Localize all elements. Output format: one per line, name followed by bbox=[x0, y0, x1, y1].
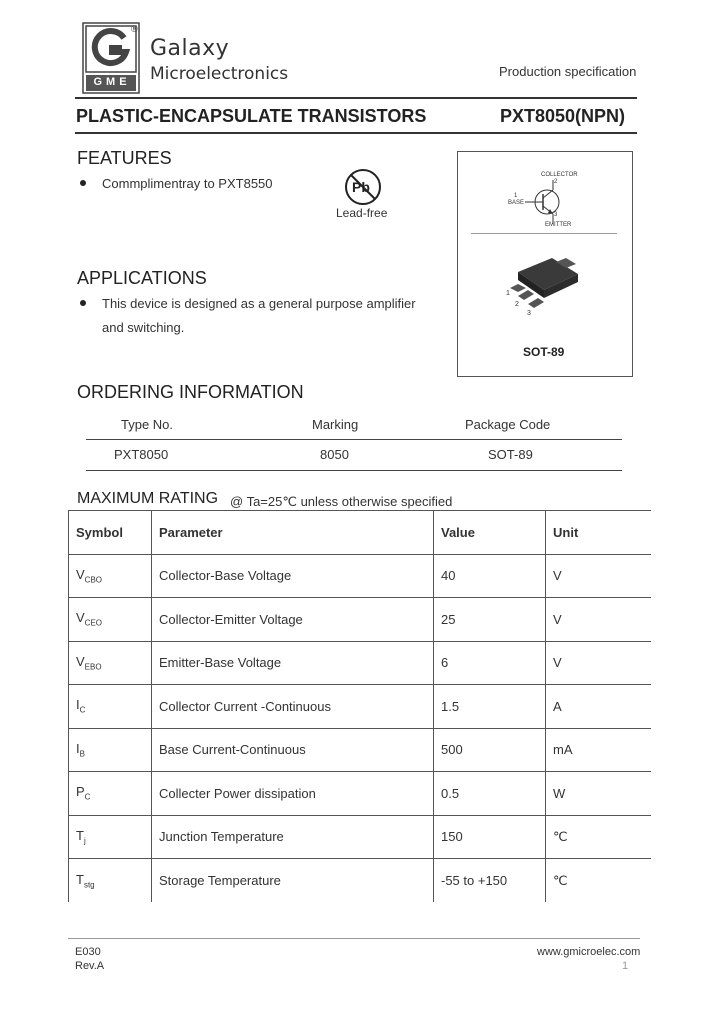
symbol-cell: $V_{EBO}$ bbox=[69, 641, 152, 685]
value-cell: 6 bbox=[434, 641, 546, 685]
parameter-cell: Collector-Base Voltage bbox=[152, 554, 434, 598]
unit-cell: V bbox=[546, 641, 651, 685]
value-cell: 0.5 bbox=[434, 772, 546, 816]
footer-rule bbox=[68, 938, 640, 939]
col-value: Value bbox=[434, 511, 546, 555]
logo-letters: GME bbox=[93, 76, 131, 88]
feature-item: Commplimentray to PXT8550 bbox=[102, 176, 273, 191]
registered-mark: ® bbox=[131, 24, 138, 34]
unit-cell: V bbox=[546, 598, 651, 642]
value-cell: 500 bbox=[434, 728, 546, 772]
max-rating-table bbox=[68, 510, 651, 902]
table-row bbox=[69, 598, 651, 642]
part-number: PXT8050(NPN) bbox=[500, 106, 626, 126]
value-cell: 1.5 bbox=[434, 685, 546, 729]
document-title: PLASTIC-ENCAPSULATE TRANSISTORS bbox=[76, 106, 427, 126]
value-cell: 150 bbox=[434, 815, 546, 859]
pin-number-bottom: 3 bbox=[554, 212, 558, 218]
symbol-cell: $T_{stg}$ bbox=[69, 859, 152, 903]
bullet-icon bbox=[80, 180, 86, 186]
max-rating-heading: MAXIMUM RATING bbox=[77, 490, 219, 507]
page-number: 1 bbox=[622, 960, 629, 972]
symbol-cell: $V_{CBO}$ bbox=[69, 554, 152, 598]
table-row bbox=[69, 815, 651, 859]
symbol-cell: $I_C$ bbox=[69, 685, 152, 729]
ordering-marking-value: 8050 bbox=[320, 447, 349, 462]
application-line-1: This device is designed as a general purpose amplifier bbox=[102, 296, 416, 311]
pin-number-left: 1 bbox=[514, 193, 518, 199]
col-symbol: Symbol bbox=[69, 511, 152, 555]
company-name-line1: Galaxy bbox=[150, 36, 230, 61]
parameter-cell: Storage Temperature bbox=[152, 859, 434, 903]
table-row bbox=[69, 685, 651, 729]
emitter-label: EMITTER bbox=[545, 222, 572, 228]
table-row bbox=[69, 728, 651, 772]
application-line-2: and switching. bbox=[102, 320, 185, 335]
max-rating-condition: @ Ta=25℃ unless otherwise specified bbox=[230, 494, 453, 509]
table-row bbox=[69, 554, 651, 598]
ordering-heading: ORDERING INFORMATION bbox=[77, 382, 304, 402]
col-unit: Unit bbox=[546, 511, 651, 555]
header-rule-bottom bbox=[75, 132, 637, 134]
pb-label: Pb bbox=[352, 179, 370, 195]
package-divider bbox=[471, 233, 617, 234]
parameter-cell: Junction Temperature bbox=[152, 815, 434, 859]
applications-heading: APPLICATIONS bbox=[77, 268, 207, 288]
company-name-line2: Microelectronics bbox=[150, 64, 289, 84]
ordering-type-value: PXT8050 bbox=[114, 447, 169, 462]
ordering-col-package: Package Code bbox=[465, 417, 551, 432]
features-heading: FEATURES bbox=[77, 148, 172, 168]
symbol-cell: $T_j$ bbox=[69, 815, 152, 859]
table-row bbox=[69, 772, 651, 816]
parameter-cell: Emitter-Base Voltage bbox=[152, 641, 434, 685]
unit-cell: ℃ bbox=[546, 815, 651, 859]
ordering-package-value: SOT-89 bbox=[488, 447, 533, 462]
sot89-package-icon bbox=[500, 250, 590, 325]
symbol-cell: $V_{CEO}$ bbox=[69, 598, 152, 642]
value-cell: -55 to +150 bbox=[434, 859, 546, 903]
table-header-row bbox=[69, 511, 651, 555]
ordering-col-marking: Marking bbox=[312, 417, 359, 432]
value-cell: 25 bbox=[434, 598, 546, 642]
symbol-cell: $P_C$ bbox=[69, 772, 152, 816]
leadfree-label: Lead-free bbox=[336, 206, 388, 220]
footer-code: E030 bbox=[75, 946, 101, 958]
unit-cell: A bbox=[546, 685, 651, 729]
unit-cell: ℃ bbox=[546, 859, 651, 903]
pin-number-top: 2 bbox=[554, 179, 558, 185]
collector-label: COLLECTOR bbox=[541, 172, 578, 178]
parameter-cell: Collecter Power dissipation bbox=[152, 772, 434, 816]
parameter-cell: Collector-Emitter Voltage bbox=[152, 598, 434, 642]
package-name: SOT-89 bbox=[523, 345, 565, 359]
header-rule-top bbox=[75, 97, 637, 99]
value-cell: 40 bbox=[434, 554, 546, 598]
bullet-icon bbox=[80, 300, 86, 306]
parameter-cell: Base Current-Continuous bbox=[152, 728, 434, 772]
footer-url[interactable]: www.gmicroelec.com bbox=[537, 946, 641, 958]
parameter-cell: Collector Current -Continuous bbox=[152, 685, 434, 729]
ordering-bottom-rule bbox=[86, 470, 622, 471]
ordering-header-rule bbox=[86, 439, 622, 440]
footer-revision: Rev.A bbox=[75, 960, 105, 972]
unit-cell: mA bbox=[546, 728, 651, 772]
package-pin-1: 1 bbox=[506, 290, 510, 297]
symbol-cell: $I_B$ bbox=[69, 728, 152, 772]
ordering-col-type: Type No. bbox=[121, 417, 174, 432]
table-row bbox=[69, 641, 651, 685]
package-pin-3: 3 bbox=[527, 310, 531, 317]
package-pin-2: 2 bbox=[515, 301, 519, 308]
col-parameter: Parameter bbox=[152, 511, 434, 555]
table-row bbox=[69, 859, 651, 903]
base-label: BASE bbox=[508, 200, 525, 206]
unit-cell: V bbox=[546, 554, 651, 598]
production-specification: Production specification bbox=[499, 64, 637, 79]
unit-cell: W bbox=[546, 772, 651, 816]
